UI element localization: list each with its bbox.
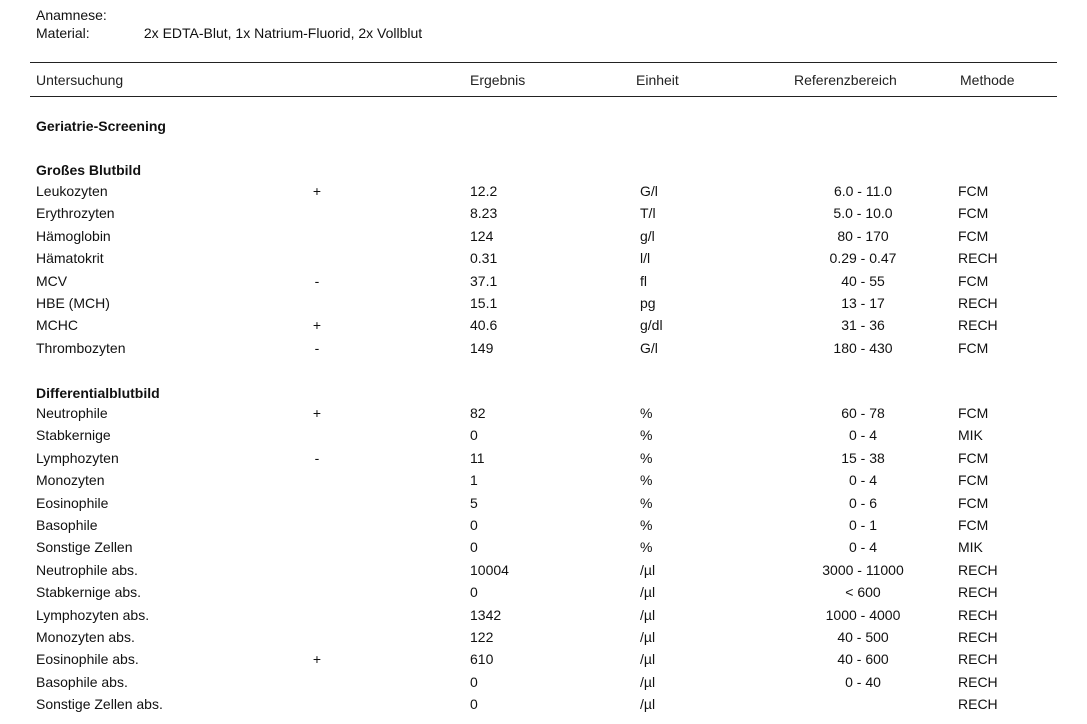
result-value: 12.2 — [470, 183, 498, 199]
reference-range: 15 - 38 — [841, 449, 885, 466]
reference-range: 31 - 36 — [841, 317, 885, 334]
reference-range: < 600 — [845, 584, 881, 601]
result-value: 8.23 — [470, 205, 498, 222]
reference-range: 40 - 55 — [841, 272, 885, 289]
table-row — [0, 227, 1087, 247]
test-name: Eosinophile abs. — [36, 651, 139, 668]
anamnese-label: Anamnese: — [36, 7, 107, 23]
unit-value: /µl — [640, 561, 656, 578]
col-reference-header: Referenzbereich — [794, 72, 897, 88]
method-value: FCM — [958, 339, 989, 356]
unit-value: l/l — [640, 250, 651, 267]
test-name: Thrombozyten — [36, 339, 126, 356]
method-value: RECH — [958, 317, 998, 334]
unit-value: pg — [640, 295, 656, 311]
reference-range: 0 - 4 — [848, 472, 877, 489]
table-row — [0, 449, 1087, 469]
test-name: Stabkernige — [36, 427, 111, 444]
result-value: 124 — [470, 227, 494, 244]
result-value: 15.1 — [470, 295, 498, 311]
reference-range: 0 - 6 — [848, 494, 877, 511]
unit-value: /µl — [640, 673, 656, 690]
table-row — [0, 339, 1087, 359]
method-value: RECH — [958, 584, 998, 601]
table-row — [0, 606, 1087, 626]
method-value: FCM — [958, 494, 989, 511]
result-value: 1342 — [470, 606, 502, 623]
unit-value: /µl — [640, 696, 656, 713]
test-name: Sonstige Zellen — [36, 539, 133, 556]
unit-value: % — [640, 539, 653, 556]
material-value: 2x EDTA-Blut, 1x Natrium-Fluorid, 2x Vollblut — [143, 25, 423, 41]
reference-range: 80 - 170 — [837, 227, 889, 244]
method-value: RECH — [958, 561, 998, 578]
table-row — [0, 316, 1087, 336]
reference-range: 0 - 1 — [848, 517, 877, 533]
unit-value: T/l — [640, 205, 656, 222]
result-value: 0 — [470, 673, 478, 690]
anamnese-line — [36, 6, 140, 24]
method-value: FCM — [958, 205, 989, 222]
table-row — [0, 294, 1087, 314]
table-row — [0, 516, 1087, 536]
table-row — [0, 249, 1087, 269]
material-label: Material: — [36, 25, 90, 41]
reference-range: 0 - 4 — [848, 427, 877, 444]
method-value: RECH — [958, 629, 998, 645]
test-name: Sonstige Zellen abs. — [36, 696, 163, 713]
method-value: RECH — [958, 295, 998, 311]
reference-range: 40 - 600 — [837, 651, 889, 668]
reference-range: 6.0 - 11.0 — [833, 183, 893, 199]
material-line — [36, 24, 422, 42]
test-name: Eosinophile — [36, 494, 109, 511]
reference-range: 0.29 - 0.47 — [829, 250, 897, 267]
table-row — [0, 426, 1087, 446]
method-value: FCM — [958, 227, 989, 244]
test-name: Basophile abs. — [36, 673, 128, 690]
method-value: FCM — [958, 517, 989, 533]
method-value: RECH — [958, 250, 998, 267]
result-value: 37.1 — [470, 272, 498, 289]
result-value: 610 — [470, 651, 494, 668]
test-name: Hämatokrit — [36, 250, 104, 267]
result-value: 5 — [470, 494, 478, 511]
col-result-header: Ergebnis — [470, 72, 526, 88]
table-row — [0, 272, 1087, 292]
header-rule — [30, 62, 1057, 63]
table-row — [0, 650, 1087, 670]
method-value: RECH — [958, 673, 998, 690]
unit-value: /µl — [640, 651, 656, 668]
result-value: 0 — [470, 539, 478, 556]
test-name: Lymphozyten abs. — [36, 606, 150, 623]
table-row — [0, 404, 1087, 424]
method-value: RECH — [958, 651, 998, 668]
reference-range: 0 - 40 — [845, 673, 881, 690]
result-value: 0 — [470, 517, 478, 533]
test-name: Lymphozyten — [36, 449, 119, 466]
table-row — [0, 561, 1087, 581]
unit-value: fl — [640, 272, 647, 289]
section-title-differential: Differentialblutbild — [36, 385, 160, 401]
col-unit-header: Einheit — [636, 72, 679, 88]
reference-range: 40 - 500 — [837, 629, 889, 645]
test-name: MCHC — [36, 317, 78, 334]
method-value: FCM — [958, 449, 989, 466]
method-value: FCM — [958, 405, 989, 421]
table-rule — [30, 96, 1057, 97]
abnormal-flag: + — [312, 405, 322, 421]
test-name: Stabkernige abs. — [36, 584, 142, 601]
unit-value: /µl — [640, 584, 656, 601]
table-row — [0, 583, 1087, 603]
test-name: Neutrophile abs. — [36, 561, 138, 578]
reference-range: 1000 - 4000 — [825, 606, 901, 623]
table-row — [0, 204, 1087, 224]
table-row — [0, 494, 1087, 514]
table-row — [0, 182, 1087, 202]
result-value: 0.31 — [470, 250, 498, 267]
result-value: 82 — [470, 405, 486, 421]
col-method-header: Methode — [960, 72, 1015, 88]
result-value: 122 — [470, 629, 494, 645]
unit-value: % — [640, 472, 653, 489]
method-value: FCM — [958, 472, 989, 489]
test-name: Monozyten — [36, 472, 105, 489]
unit-value: % — [640, 517, 653, 533]
test-name: Neutrophile — [36, 405, 108, 421]
method-value: RECH — [958, 696, 998, 713]
result-value: 1 — [470, 472, 478, 489]
screening-title: Geriatrie-Screening — [36, 118, 166, 134]
reference-range: 3000 - 11000 — [822, 561, 904, 578]
result-value: 149 — [470, 339, 494, 356]
reference-range: 180 - 430 — [833, 339, 893, 356]
table-row — [0, 538, 1087, 558]
table-row — [0, 673, 1087, 693]
result-value: 10004 — [470, 561, 509, 578]
reference-range: 5.0 - 10.0 — [833, 205, 893, 222]
abnormal-flag: + — [312, 651, 322, 668]
test-name: HBE (MCH) — [36, 295, 110, 311]
method-value: FCM — [958, 183, 989, 199]
unit-value: G/l — [640, 183, 658, 199]
unit-value: G/l — [640, 339, 658, 356]
unit-value: % — [640, 405, 653, 421]
table-row — [0, 628, 1087, 648]
abnormal-flag: - — [314, 272, 320, 289]
unit-value: % — [640, 494, 653, 511]
unit-value: /µl — [640, 629, 656, 645]
method-value: RECH — [958, 606, 998, 623]
test-name: Leukozyten — [36, 183, 108, 199]
result-value: 0 — [470, 427, 478, 444]
result-value: 0 — [470, 696, 478, 713]
unit-value: /µl — [640, 606, 656, 623]
method-value: MIK — [958, 539, 983, 556]
table-row — [0, 695, 1087, 715]
abnormal-flag: + — [312, 183, 322, 199]
abnormal-flag: - — [314, 339, 320, 356]
result-value: 11 — [470, 449, 485, 466]
col-test-header: Untersuchung — [36, 72, 124, 88]
abnormal-flag: + — [312, 317, 322, 334]
test-name: Hämoglobin — [36, 227, 111, 244]
unit-value: % — [640, 449, 653, 466]
result-value: 40.6 — [470, 317, 498, 334]
test-name: Erythrozyten — [36, 205, 115, 222]
unit-value: g/dl — [640, 317, 663, 334]
table-row — [0, 471, 1087, 491]
reference-range: 60 - 78 — [841, 405, 885, 421]
method-value: FCM — [958, 272, 989, 289]
result-value: 0 — [470, 584, 478, 601]
test-name: MCV — [36, 272, 68, 289]
reference-range: 0 - 4 — [848, 539, 877, 556]
section-title-blutbild: Großes Blutbild — [36, 162, 141, 178]
unit-value: % — [640, 427, 653, 444]
unit-value: g/l — [640, 227, 655, 244]
method-value: MIK — [958, 427, 983, 444]
test-name: Basophile — [36, 517, 98, 533]
test-name: Monozyten abs. — [36, 629, 135, 645]
reference-range: 13 - 17 — [841, 295, 885, 311]
abnormal-flag: - — [314, 449, 320, 466]
